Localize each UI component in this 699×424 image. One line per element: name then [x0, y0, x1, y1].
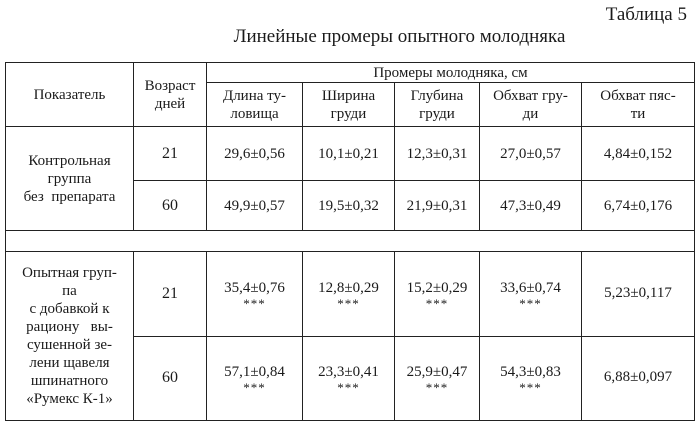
table-row: [6, 127, 695, 181]
measurements-header: Промеры молодняка, см: [207, 63, 695, 83]
value-text: 35,4±0,76: [224, 280, 285, 297]
column-header-metacarpus-girth: [582, 83, 695, 127]
indicator-header: Показатель: [6, 63, 134, 127]
value-cell: [480, 336, 582, 420]
significance-stars: ***: [519, 380, 542, 396]
age-header: [134, 63, 207, 127]
value-cell: [480, 252, 582, 336]
table-title: Линейные промеры опытного молодняка: [233, 26, 566, 47]
group-label-line: без препарата: [23, 188, 116, 205]
value-cell: [207, 336, 303, 420]
group-label-line: па: [62, 283, 77, 300]
group-label-line: «Румекс К-1»: [26, 391, 113, 408]
column-header-line: Глубина: [410, 87, 464, 104]
column-header-chest-width: [303, 83, 395, 127]
table-number: Таблица 5: [605, 4, 687, 25]
significance-stars: ***: [337, 380, 360, 396]
column-header-line: ти: [630, 105, 646, 122]
group-label-line: группа: [47, 170, 92, 187]
group-label-line: с добавкой к: [29, 301, 110, 318]
significance-stars: ***: [425, 380, 449, 396]
value-text: 54,3±0,83: [500, 364, 561, 381]
value-text: 25,9±0,47: [406, 364, 468, 381]
value-cell: [207, 252, 303, 336]
group-label-line: рациону вы-: [26, 319, 113, 336]
value-cell: 6,74±0,176: [582, 181, 695, 231]
value-cell: [582, 336, 695, 420]
value-cell: 12,3±0,31: [395, 127, 480, 181]
group-label-line: Опытная груп-: [22, 265, 117, 282]
column-header-line: Ширина: [321, 87, 376, 104]
column-header-line: Обхват пяс-: [600, 87, 676, 104]
measurements-table: [5, 62, 695, 421]
column-header-line: груди: [419, 105, 455, 122]
experimental-group-label: [6, 252, 134, 421]
group-label-line: шпинатного: [30, 373, 109, 390]
value-text: 5,23±0,117: [604, 285, 672, 302]
value-text: 6,88±0,097: [603, 369, 673, 386]
value-cell: 10,1±0,21: [303, 127, 395, 181]
value-cell: [582, 252, 695, 336]
value-cell: 21,9±0,31: [395, 181, 480, 231]
age-header-line1: Возраст: [144, 77, 196, 94]
value-text: 33,6±0,74: [500, 280, 561, 297]
value-cell: [303, 252, 395, 336]
age-cell: 21: [134, 252, 207, 336]
value-cell: 27,0±0,57: [480, 127, 582, 181]
group-label-line: Контрольная: [28, 152, 111, 169]
value-cell: [395, 336, 480, 420]
significance-stars: ***: [519, 296, 542, 312]
column-header-chest-depth: [395, 83, 480, 127]
significance-stars: ***: [337, 296, 360, 312]
table-row: [6, 252, 695, 336]
value-cell: [303, 336, 395, 420]
column-header-line: ловища: [230, 105, 279, 122]
value-text: 57,1±0,84: [224, 364, 285, 381]
significance-stars: ***: [243, 296, 266, 312]
column-header-line: Длина ту-: [222, 87, 287, 104]
spacer-row: [6, 231, 695, 252]
column-header-line: груди: [330, 105, 367, 122]
age-cell: 21: [134, 127, 207, 181]
header-row-top: [6, 63, 695, 83]
value-cell: [395, 252, 480, 336]
column-header-line: Обхват гру-: [493, 87, 568, 104]
age-header-line2: дней: [154, 95, 186, 112]
group-label-line: сушенной зе-: [26, 337, 113, 354]
column-header-line: ди: [522, 105, 539, 122]
control-group-label: [6, 127, 134, 231]
significance-stars: ***: [425, 296, 449, 312]
age-cell: 60: [134, 181, 207, 231]
column-header-chest-girth: [480, 83, 582, 127]
value-cell: 47,3±0,49: [480, 181, 582, 231]
column-header-body-length: [207, 83, 303, 127]
value-text: 23,3±0,41: [318, 364, 379, 381]
age-cell: 60: [134, 336, 207, 420]
significance-stars: ***: [243, 380, 266, 396]
value-cell: 49,9±0,57: [207, 181, 303, 231]
value-text: 15,2±0,29: [406, 280, 468, 297]
group-label-line: лени щавеля: [29, 355, 110, 372]
value-cell: 4,84±0,152: [582, 127, 695, 181]
spacer-cell: [6, 231, 695, 252]
value-cell: 19,5±0,32: [303, 181, 395, 231]
value-text: 12,8±0,29: [318, 280, 379, 297]
value-cell: 29,6±0,56: [207, 127, 303, 181]
